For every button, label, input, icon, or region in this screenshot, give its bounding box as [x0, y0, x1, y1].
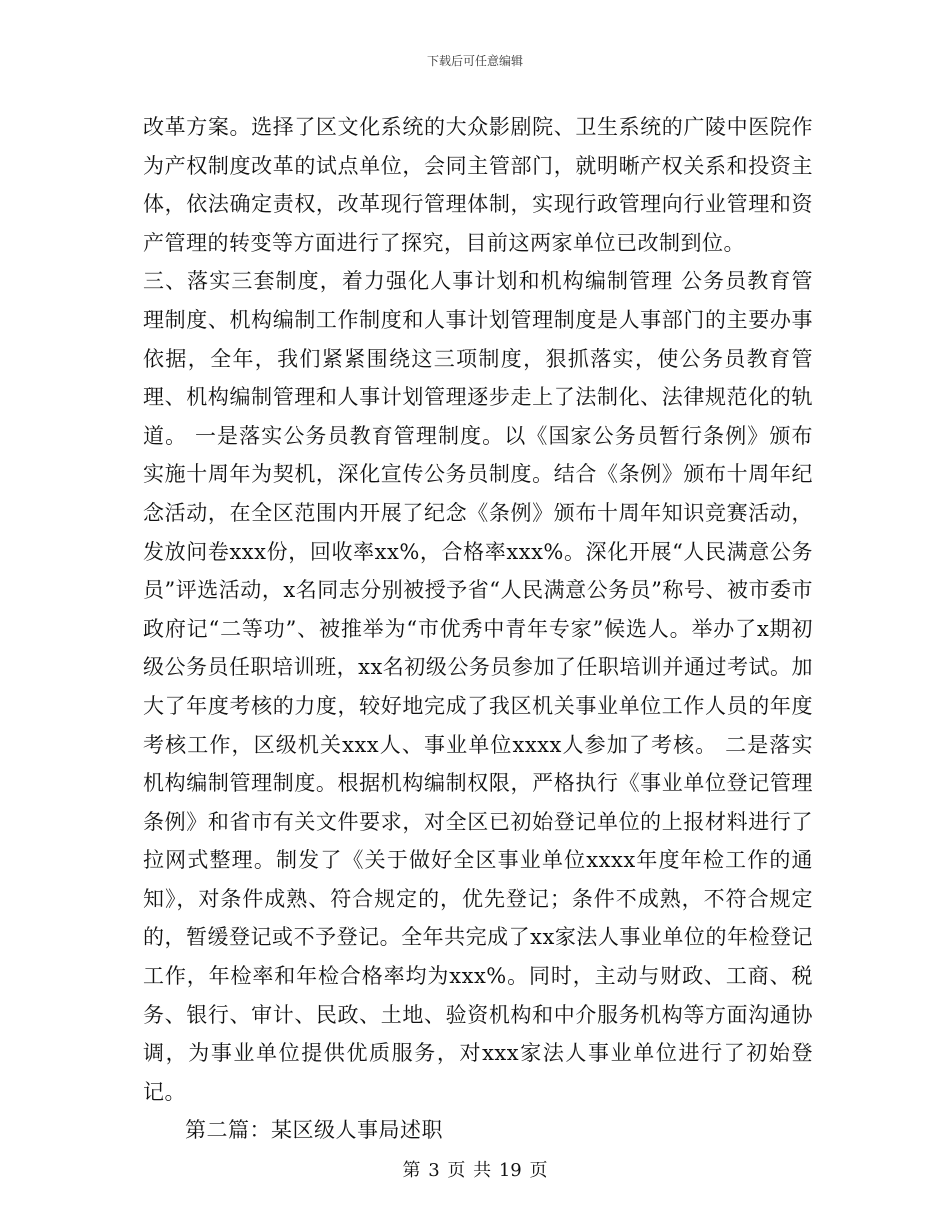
document-body [143, 108, 813, 1150]
section-heading-second-article: 第二篇：某区级人事局述职 [185, 1118, 443, 1143]
paragraph-three-systems: 三、落实三套制度，着力强化人事计划和机构编制管理 公务员教育管理制度、机构编制工作制度和人事计划管理制度是人事部门的主要办事依据，全年，我们紧紧围绕这三项制度，狠抓落实，使公务员教育管理、机构编制管理和人事计划管理逐步走上了法制化、法律规范化的轨道。 一是落实公务员教育管理制度。以《国家公务员暂行条例》颁布实施十周年为契机，深化宣传公务员制度。结合《条例》颁布十周年纪念活动，在全区范围内开展了纪念《条例》颁布十周年知识竞赛活动，发放问卷xxx份，回收率xx%，合格率xxx%。深化开展“人民满意公务员”评选活动，x名同志分别被授予省“人民满意公务员”称号、被市委市政府记“二等功”、被推举为“市优秀中青年专家”候选人。举办了x期初级公务员任职培训班，xx名初级公务员参加了任职培训并通过考试。加大了年度考核的力度，较好地完成了我区机关事业单位工作人员的年度考核工作，区级机关xxx人、事业单位xxxx人参加了考核。 二是落实机构编制管理制度。根据机构编制权限，严格执行《事业单位登记管理条例》和省市有关文件要求，对全区已初始登记单位的上报材料进行了拉网式整理。制发了《关于做好全区事业单位xxxx年度年检工作的通知》，对条件成熟、符合规定的，优先登记；条件不成熟，不符合规定的，暂缓登记或不予登记。全年共完成了xx家法人事业单位的年检登记工作，年检率和年检合格率均为xxx%。同时，主动与财政、工商、税务、银行、审计、民政、土地、验资机构和中介服务机构等方面沟通协调，为事业单位提供优质服务，对xxx家法人事业单位进行了初始登记。 [143, 269, 813, 1104]
page-header-note: 下载后可任意编辑 [426, 54, 523, 68]
page-number-footer: 第 3 页 共 19 页 [402, 1160, 548, 1181]
paragraph-reform-plan: 改革方案。选择了区文化系统的大众影剧院、卫生系统的广陵中医院作为产权制度改革的试点单位，会同主管部门，就明晰产权关系和投资主体，依法确定责权，改革现行管理体制，实现行政管理向行业管理和资产管理的转变等方面进行了探究，目前这两家单位已改制到位。 [143, 115, 813, 255]
